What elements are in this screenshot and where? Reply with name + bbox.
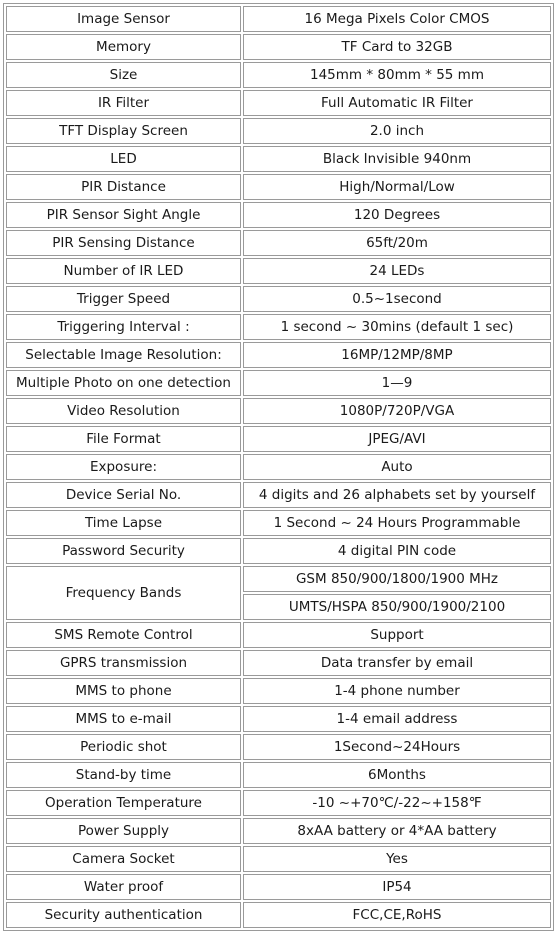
spec-value: Full Automatic IR Filter bbox=[243, 90, 551, 116]
table-row bbox=[6, 706, 551, 732]
spec-value: 2.0 inch bbox=[243, 118, 551, 144]
spec-value: 120 Degrees bbox=[243, 202, 551, 228]
spec-value: 1 Second ~ 24 Hours Programmable bbox=[243, 510, 551, 536]
table-row bbox=[6, 650, 551, 676]
spec-value: JPEG/AVI bbox=[243, 426, 551, 452]
table-row bbox=[6, 258, 551, 284]
spec-value: 1-4 email address bbox=[243, 706, 551, 732]
table-row bbox=[6, 678, 551, 704]
spec-label: PIR Sensor Sight Angle bbox=[6, 202, 241, 228]
spec-value: Data transfer by email bbox=[243, 650, 551, 676]
spec-value: High/Normal/Low bbox=[243, 174, 551, 200]
table-row bbox=[6, 482, 551, 508]
spec-label: Device Serial No. bbox=[6, 482, 241, 508]
spec-value: 4 digits and 26 alphabets set by yourself bbox=[243, 482, 551, 508]
spec-label: Trigger Speed bbox=[6, 286, 241, 312]
table-row bbox=[6, 902, 551, 928]
spec-label: MMS to e-mail bbox=[6, 706, 241, 732]
spec-label: Power Supply bbox=[6, 818, 241, 844]
spec-value: 145mm * 80mm * 55 mm bbox=[243, 62, 551, 88]
table-row bbox=[6, 174, 551, 200]
spec-value: 1 second ~ 30mins (default 1 sec) bbox=[243, 314, 551, 340]
spec-label: PIR Sensing Distance bbox=[6, 230, 241, 256]
table-row bbox=[6, 454, 551, 480]
table-row bbox=[6, 202, 551, 228]
spec-value: Yes bbox=[243, 846, 551, 872]
table-row bbox=[6, 762, 551, 788]
table-row bbox=[6, 566, 551, 592]
table-row bbox=[6, 370, 551, 396]
spec-value: -10 ~+70℃/-22~+158℉ bbox=[243, 790, 551, 816]
spec-label: Password Security bbox=[6, 538, 241, 564]
spec-label: Number of IR LED bbox=[6, 258, 241, 284]
spec-label: Security authentication bbox=[6, 902, 241, 928]
table-row bbox=[6, 118, 551, 144]
table-row bbox=[6, 398, 551, 424]
table-row bbox=[6, 846, 551, 872]
spec-label: Memory bbox=[6, 34, 241, 60]
table-row bbox=[6, 314, 551, 340]
spec-label: LED bbox=[6, 146, 241, 172]
spec-value: 16MP/12MP/8MP bbox=[243, 342, 551, 368]
spec-label: GPRS transmission bbox=[6, 650, 241, 676]
spec-value: UMTS/HSPA 850/900/1900/2100 bbox=[243, 594, 551, 620]
table-row bbox=[6, 426, 551, 452]
spec-label: Video Resolution bbox=[6, 398, 241, 424]
spec-value: TF Card to 32GB bbox=[243, 34, 551, 60]
spec-value: 0.5~1second bbox=[243, 286, 551, 312]
table-row bbox=[6, 818, 551, 844]
spec-label: MMS to phone bbox=[6, 678, 241, 704]
spec-value: FCC,CE,RoHS bbox=[243, 902, 551, 928]
spec-label: Triggering Interval : bbox=[6, 314, 241, 340]
spec-value: Auto bbox=[243, 454, 551, 480]
spec-value: 1Second~24Hours bbox=[243, 734, 551, 760]
spec-value: Support bbox=[243, 622, 551, 648]
spec-label: Periodic shot bbox=[6, 734, 241, 760]
table-row bbox=[6, 734, 551, 760]
spec-label: Camera Socket bbox=[6, 846, 241, 872]
spec-label: Multiple Photo on one detection bbox=[6, 370, 241, 396]
spec-label: Water proof bbox=[6, 874, 241, 900]
spec-value: 8xAA battery or 4*AA battery bbox=[243, 818, 551, 844]
table-row bbox=[6, 286, 551, 312]
spec-table bbox=[3, 3, 554, 931]
spec-value: Black Invisible 940nm bbox=[243, 146, 551, 172]
table-row bbox=[6, 90, 551, 116]
spec-value: 1—9 bbox=[243, 370, 551, 396]
table-row bbox=[6, 510, 551, 536]
table-row bbox=[6, 230, 551, 256]
spec-label: PIR Distance bbox=[6, 174, 241, 200]
spec-value: 16 Mega Pixels Color CMOS bbox=[243, 6, 551, 32]
table-row bbox=[6, 6, 551, 32]
spec-value: IP54 bbox=[243, 874, 551, 900]
spec-label: TFT Display Screen bbox=[6, 118, 241, 144]
table-row bbox=[6, 342, 551, 368]
spec-value: 4 digital PIN code bbox=[243, 538, 551, 564]
spec-label: Selectable Image Resolution: bbox=[6, 342, 241, 368]
spec-value: 6Months bbox=[243, 762, 551, 788]
table-row bbox=[6, 146, 551, 172]
table-row bbox=[6, 538, 551, 564]
spec-label: Operation Temperature bbox=[6, 790, 241, 816]
spec-label: Time Lapse bbox=[6, 510, 241, 536]
spec-value: 1080P/720P/VGA bbox=[243, 398, 551, 424]
spec-value: 24 LEDs bbox=[243, 258, 551, 284]
table-row bbox=[6, 34, 551, 60]
table-row bbox=[6, 62, 551, 88]
table-row bbox=[6, 874, 551, 900]
spec-label: Size bbox=[6, 62, 241, 88]
spec-label: Frequency Bands bbox=[6, 566, 241, 620]
spec-value: 65ft/20m bbox=[243, 230, 551, 256]
spec-label: File Format bbox=[6, 426, 241, 452]
spec-label: Exposure: bbox=[6, 454, 241, 480]
spec-label: Image Sensor bbox=[6, 6, 241, 32]
table-row bbox=[6, 622, 551, 648]
table-row bbox=[6, 790, 551, 816]
spec-label: Stand-by time bbox=[6, 762, 241, 788]
spec-value: GSM 850/900/1800/1900 MHz bbox=[243, 566, 551, 592]
spec-label: SMS Remote Control bbox=[6, 622, 241, 648]
spec-value: 1-4 phone number bbox=[243, 678, 551, 704]
spec-label: IR Filter bbox=[6, 90, 241, 116]
